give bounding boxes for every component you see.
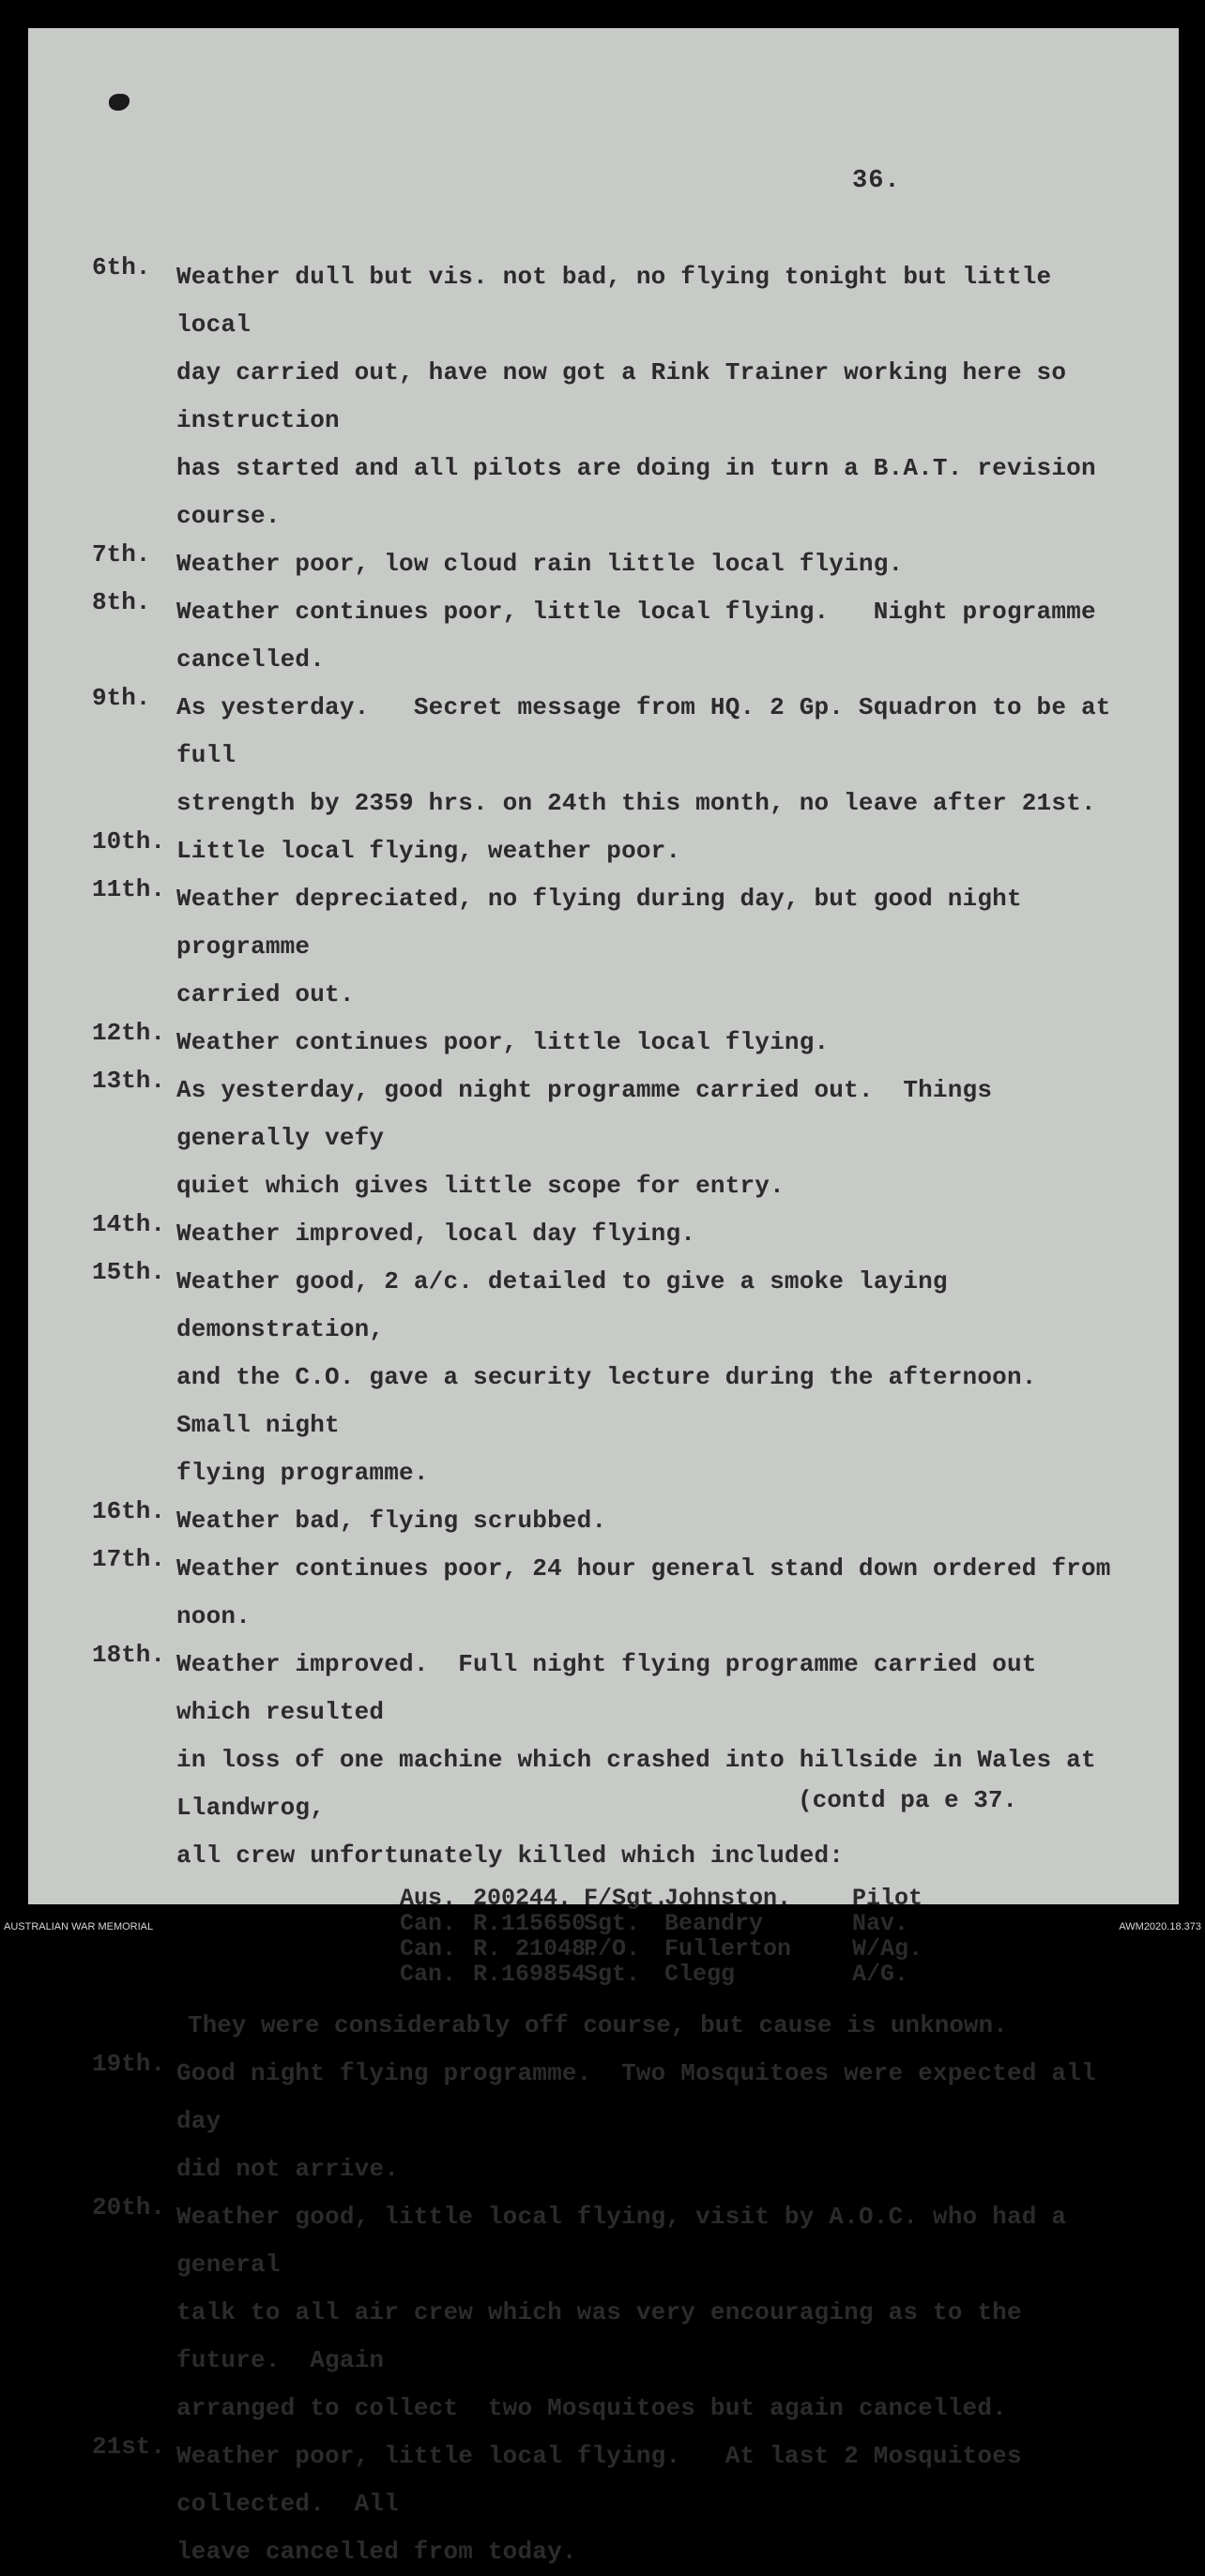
crew-country: Can. <box>400 1910 457 1937</box>
entry-text: Weather continues poor, 24 hour general stand down ordered from noon. <box>176 1554 1126 1630</box>
entry-day: 17th. <box>92 1545 166 1573</box>
entry-day: 19th. <box>92 2050 166 2078</box>
crew-role: Pilot <box>852 1885 923 1912</box>
crew-name: Johnston. <box>664 1885 792 1912</box>
diary-entries <box>28 253 1179 2576</box>
entry-text: As yesterday. Secret message from HQ. 2 Gp. Squadron to be at full strength by 2359 hrs. on 24th this month, no leave after 21st. <box>176 693 1111 817</box>
entry-day: 20th. <box>92 2193 166 2221</box>
entry-text: Good night flying programme. Two Mosquitoes were expected all day did not arrive. <box>176 2059 1096 2183</box>
entry-day: 14th. <box>92 1210 166 1238</box>
diary-entry <box>28 684 1179 827</box>
entry-day: 15th. <box>92 1258 166 1286</box>
crew-number: R.115650. <box>473 1910 601 1937</box>
crew-rank: Sgt. <box>584 1961 641 1988</box>
entry-day: 7th. <box>92 540 151 568</box>
entry-text: Weather bad, flying scrubbed. <box>176 1507 607 1535</box>
diary-entry <box>28 540 1179 588</box>
crew-country: Can. <box>400 1935 457 1962</box>
entry-text: Weather good, 2 a/c. detailed to give a smoke laying demonstration, and the C.O. gave a security lecture during the afternoon. Small night flying programme. <box>176 1267 1037 1487</box>
crew-name: Clegg <box>664 1961 736 1988</box>
diary-entry <box>28 1019 1179 1067</box>
entry-text: Weather dull but vis. not bad, no flying tonight but little local day carried out, have now got a Rink Trainer working here so instruction has started and all pilots are doing in turn a B.A.T. revision course. <box>176 263 1096 530</box>
entry-day: 11th. <box>92 875 166 903</box>
entry-day: 18th. <box>92 1641 166 1669</box>
crew-number: R.169854. <box>473 1961 601 1988</box>
entry-text: Weather good, little local flying, visit by A.O.C. who had a general talk to all air crew which was very encouraging as to the future. Again arranged to collect two Mosquitoes but again cancelled. <box>176 2203 1067 2422</box>
entry-text: Weather continues poor, little local flying. <box>176 1028 830 1056</box>
crew-role: A/G. <box>852 1961 909 1988</box>
diary-entry <box>28 1545 1179 1641</box>
crew-note: They were considerably off course, but cause is unknown. <box>188 2011 1008 2039</box>
entry-text: Weather poor, low cloud rain little local flying. <box>176 550 904 578</box>
crew-row <box>400 1911 1179 1936</box>
entry-text: Weather depreciated, no flying during day, but good night programme carried out. <box>176 885 1022 1008</box>
crew-row <box>400 1936 1179 1962</box>
entry-day: 6th. <box>92 253 151 281</box>
crew-rank: F/Sgt. <box>584 1885 669 1912</box>
entry-day: 21st. <box>92 2432 166 2461</box>
diary-entry <box>28 2050 1179 2193</box>
crew-rank: P/O. <box>584 1935 641 1962</box>
diary-entry <box>28 1067 1179 1210</box>
crew-role: W/Ag. <box>852 1935 923 1962</box>
footer-institution: AUSTRALIAN WAR MEMORIAL <box>4 1921 154 1932</box>
footer-reference: AWM2020.18.373 <box>1119 1921 1201 1932</box>
entry-day: 10th. <box>92 827 166 856</box>
page-number: 36. <box>852 167 901 195</box>
entry-day: 16th. <box>92 1497 166 1525</box>
diary-entry <box>28 1210 1179 1258</box>
crew-rank: Sgt. <box>584 1910 641 1937</box>
crew-role: Nav. <box>852 1910 909 1937</box>
entry-day: 9th. <box>92 684 151 712</box>
crew-number: 200244. <box>473 1885 572 1912</box>
crew-row <box>400 1962 1179 1987</box>
diary-entry <box>28 1641 1179 1880</box>
crew-name: Beandry <box>664 1910 764 1937</box>
diary-entry <box>28 2432 1179 2576</box>
diary-entry <box>28 588 1179 684</box>
entry-text: Weather poor, little local flying. At last 2 Mosquitoes collected. All leave cancelled from today. <box>176 2442 1022 2566</box>
entry-text: Weather continues poor, little local flying. Night programme cancelled. <box>176 598 1111 674</box>
ink-blot <box>109 94 130 111</box>
crew-number: R. 21048. <box>473 1935 601 1962</box>
crew-country: Aus. <box>400 1885 457 1912</box>
entry-text: As yesterday, good night programme carried out. Things generally vefy quiet which gives little scope for entry. <box>176 1076 993 1200</box>
entry-text: Weather improved, local day flying. <box>176 1220 696 1248</box>
crew-country: Can. <box>400 1961 457 1988</box>
entry-text: Weather improved. Full night flying programme carried out which resulted in loss of one machine which crashed into hillside in Wales at Llandwrog, all crew unfortunately killed which included: <box>176 1650 1096 1870</box>
entry-text: Little local flying, weather poor. <box>176 837 681 865</box>
continued-note: (contd pa e 37. <box>798 1786 1018 1814</box>
entry-day: 8th. <box>92 588 151 616</box>
diary-entry <box>28 875 1179 1019</box>
diary-entry <box>28 1497 1179 1545</box>
diary-entry <box>28 2193 1179 2432</box>
crew-list <box>400 1886 1179 1987</box>
diary-entry <box>28 827 1179 875</box>
crew-name: Fullerton <box>664 1935 792 1962</box>
crew-row <box>400 1886 1179 1911</box>
entry-day: 12th. <box>92 1019 166 1047</box>
diary-entry <box>28 253 1179 540</box>
entry-day: 13th. <box>92 1067 166 1095</box>
diary-entry <box>28 1258 1179 1497</box>
